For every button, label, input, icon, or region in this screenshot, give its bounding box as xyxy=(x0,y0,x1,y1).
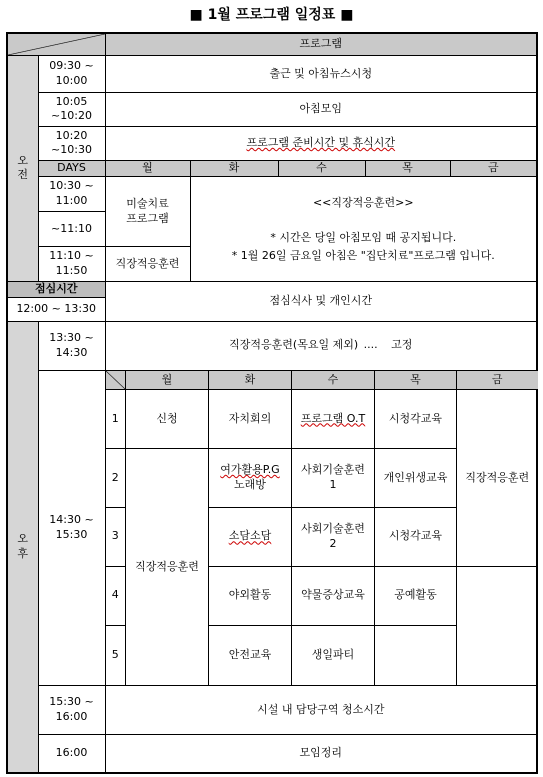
schedule-cell: 야외활동 xyxy=(209,566,292,625)
program-cell: 시설 내 담당구역 청소시간 xyxy=(105,686,537,735)
time-cell: 11:10 ~ 11:50 xyxy=(38,246,105,281)
days-label: DAYS xyxy=(38,160,105,176)
day-header: 금 xyxy=(450,160,537,176)
program-header: 프로그램 xyxy=(105,33,537,56)
art-therapy-cell: 미술치료 프로그램 xyxy=(105,177,190,247)
empty-cell xyxy=(375,625,457,685)
time-cell: 13:30 ~ 14:30 xyxy=(38,321,105,370)
page-title: ■ 1월 프로그램 일정표 ■ xyxy=(189,7,354,23)
schedule-cell: 여가활용P.G 노래방 xyxy=(209,448,292,507)
corner-cell xyxy=(7,33,105,56)
schedule-cell: 사회기술훈련 2 xyxy=(292,507,375,566)
day-header: 월 xyxy=(105,160,190,176)
time-cell: ~11:10 xyxy=(38,212,105,247)
schedule-cell: 직장적응훈련 xyxy=(457,390,538,567)
time-cell: 10:20 ~10:30 xyxy=(38,126,105,160)
schedule-cell: 시청각교육 xyxy=(375,507,457,566)
schedule-cell: 안전교육 xyxy=(209,625,292,685)
schedule-cell: 공예활동 xyxy=(375,566,457,625)
lunch-label: 점심시간 xyxy=(7,281,105,297)
schedule-cell: 시청각교육 xyxy=(375,390,457,449)
time-cell: 10:30 ~ 11:00 xyxy=(38,177,105,212)
schedule-cell: 개인위생교육 xyxy=(375,448,457,507)
day-header: 금 xyxy=(457,371,538,390)
day-header: 화 xyxy=(190,160,278,176)
empty-cell xyxy=(457,566,538,685)
am-label: 오 전 xyxy=(7,56,38,282)
day-header: 목 xyxy=(375,371,457,390)
time-cell: 15:30 ~ 16:00 xyxy=(38,686,105,735)
day-header: 목 xyxy=(365,160,450,176)
lunch-content: 점심식사 및 개인시간 xyxy=(105,281,537,321)
program-cell: 아침모임 xyxy=(105,93,537,127)
weekly-grid xyxy=(106,371,538,685)
weekly-grid-cell xyxy=(105,371,537,686)
time-cell: 16:00 xyxy=(38,735,105,773)
schedule-cell: 프로그램 O.T xyxy=(292,390,375,449)
schedule-cell: 소담소담 xyxy=(209,507,292,566)
time-cell: 10:05 ~10:20 xyxy=(38,93,105,127)
program-cell: 직장적응훈련(목요일 제외) .... 고정 xyxy=(105,321,537,370)
schedule-cell: 자치회의 xyxy=(209,390,292,449)
day-header: 수 xyxy=(278,160,365,176)
schedule-cell: 사회기술훈련 1 xyxy=(292,448,375,507)
program-cell: 출근 및 아침뉴스시청 xyxy=(105,56,537,93)
schedule-cell: 약물증상교육 xyxy=(292,566,375,625)
pm-label: 오 후 xyxy=(7,321,38,773)
grid-corner xyxy=(106,371,126,390)
week-number: 4 xyxy=(106,566,126,625)
time-cell: 09:30 ~ 10:00 xyxy=(38,56,105,93)
notice-cell: <<직장적응훈련>> * 시간은 당일 아침모임 때 공지됩니다. * 1월 26일 금요일 아침은 "집단치료"프로그램 입니다. xyxy=(190,177,537,282)
week-number: 2 xyxy=(106,448,126,507)
week-number: 3 xyxy=(106,507,126,566)
day-header: 월 xyxy=(126,371,209,390)
lunch-time: 12:00 ~ 13:30 xyxy=(7,298,105,322)
schedule-cell: 직장적응훈련 xyxy=(126,448,209,685)
schedule-table xyxy=(6,32,538,774)
job-training-cell: 직장적응훈련 xyxy=(105,246,190,281)
day-header: 수 xyxy=(292,371,375,390)
time-cell: 14:30 ~ 15:30 xyxy=(38,371,105,686)
program-cell: 모임정리 xyxy=(105,735,537,773)
program-cell: 프로그램 준비시간 및 휴식시간 xyxy=(105,126,537,160)
schedule-cell: 생일파티 xyxy=(292,625,375,685)
week-number: 1 xyxy=(106,390,126,449)
schedule-cell: 신청 xyxy=(126,390,209,449)
week-number: 5 xyxy=(106,625,126,685)
day-header: 화 xyxy=(209,371,292,390)
